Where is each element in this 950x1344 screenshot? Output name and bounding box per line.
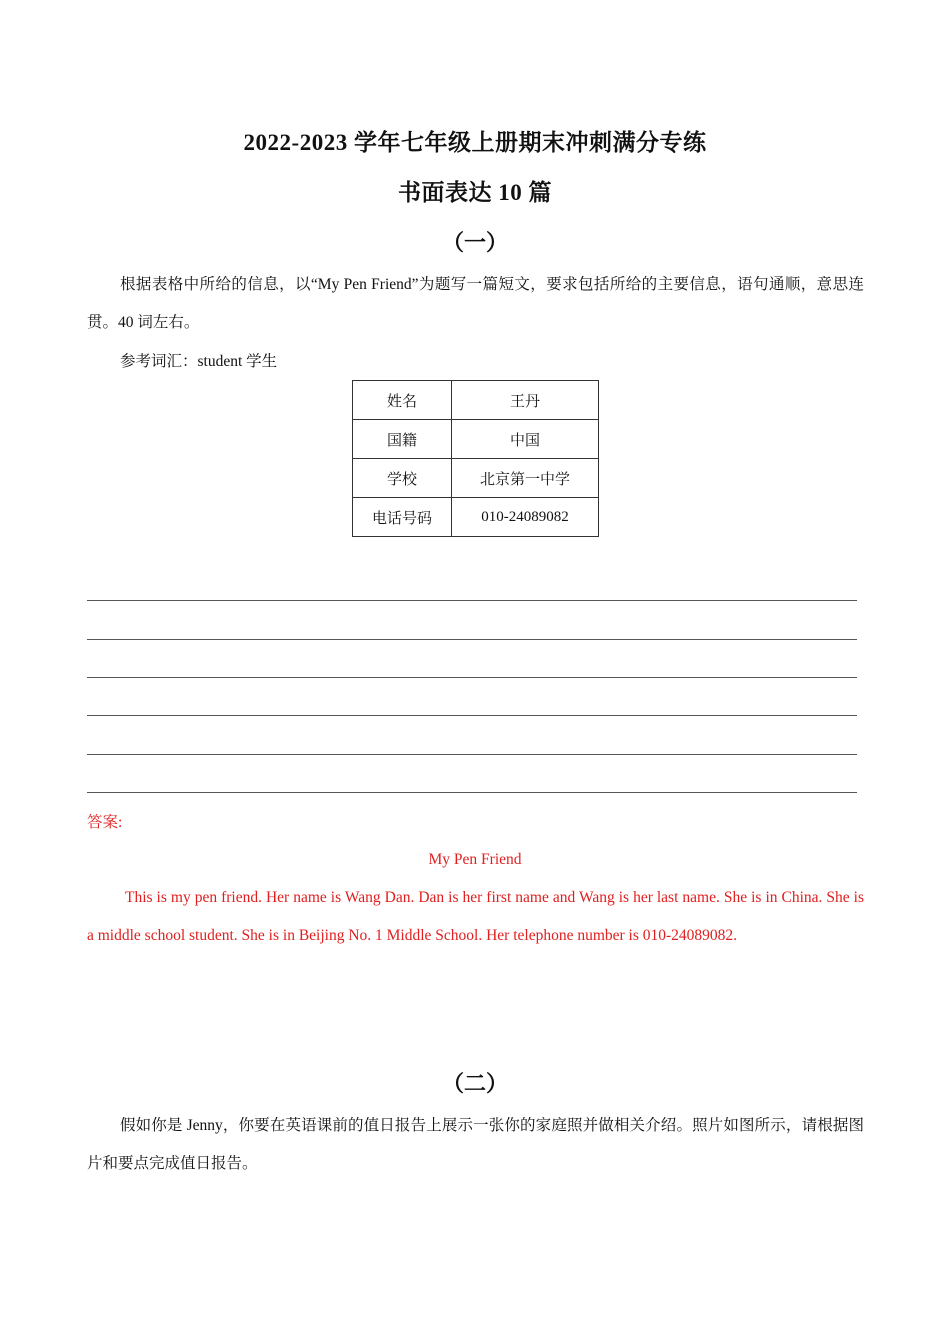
table-cell-key: 电话号码: [353, 498, 452, 537]
writing-line: [87, 639, 857, 640]
document-subtitle: 书面表达 10 篇: [398, 180, 552, 205]
document-title: 2022-2023 学年七年级上册期末冲刺满分专练: [243, 130, 707, 155]
table-row: [353, 498, 599, 537]
table-row: [353, 459, 599, 498]
table-cell-key: 姓名: [353, 381, 452, 420]
section1-instruction: 根据表格中所给的信息，以“My Pen Friend”为题写一篇短文，要求包括所给的主要信息，语句通顺，意思连贯。40 词左右。: [87, 276, 864, 331]
table-cell-key: 国籍: [353, 420, 452, 459]
table-row: [353, 420, 599, 459]
section2-instruction: 假如你是 Jenny，你要在英语课前的值日报告上展示一张你的家庭照并做相关介绍。照片如图所示，请根据图片和要点完成值日报告。: [87, 1117, 864, 1172]
table-cell-value: 中国: [452, 420, 599, 459]
answer-body: This is my pen friend. Her name is Wang Dan. Dan is her first name and Wang is her last name. She is in China. She is a middle school student. She is in Beijing No. 1 Middle School. Her telephone number is 010-24089082.: [87, 889, 864, 944]
table-cell-value: 北京第一中学: [452, 459, 599, 498]
section-heading-2: （二）: [441, 1071, 508, 1096]
writing-line: [87, 792, 857, 793]
answer-title: My Pen Friend: [428, 851, 522, 868]
writing-line: [87, 715, 857, 716]
table-cell-value: 王丹: [452, 381, 599, 420]
table-cell-value: 010-24089082: [452, 498, 599, 537]
info-table: [352, 380, 599, 537]
table-row: [353, 381, 599, 420]
table-cell-key: 学校: [353, 459, 452, 498]
writing-line: [87, 677, 857, 678]
section1-vocab: 参考词汇：student 学生: [120, 353, 278, 370]
answer-label: 答案:: [87, 814, 123, 831]
section-heading-1: （一）: [441, 230, 508, 255]
writing-line: [87, 600, 857, 601]
writing-line: [87, 754, 857, 755]
